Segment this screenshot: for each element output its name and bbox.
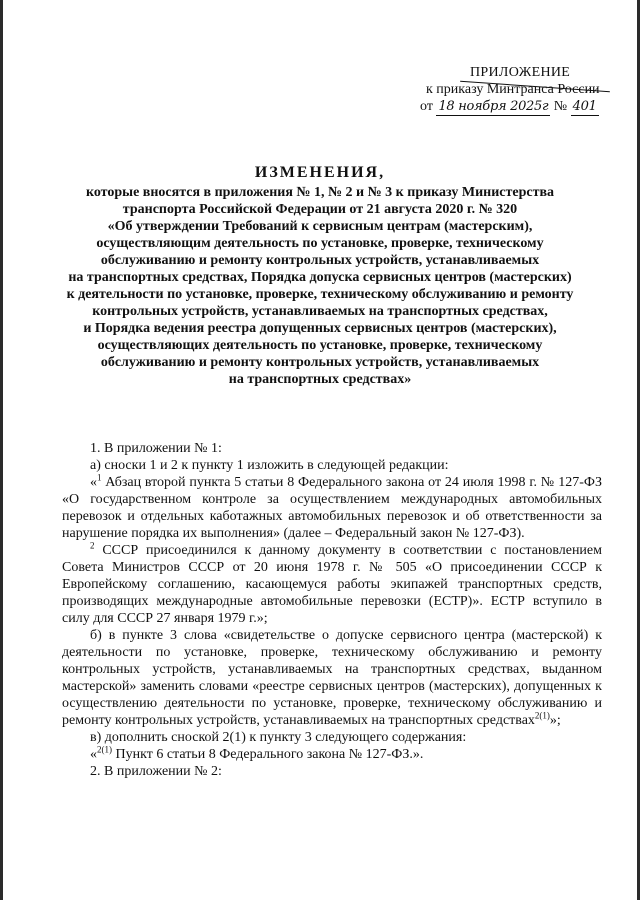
item-1-paragraph: 1. В приложении № 1: <box>90 441 222 456</box>
footnote-marker: 1 <box>97 472 102 483</box>
heading-line: обслуживанию и ремонту контрольных устройств, устанавливаемых <box>100 355 540 370</box>
footnote-2-paragraph: $^2$ СССР присоединился к данному документу в соответствии с постановлением Совета Министров СССР от 20 июня 1978 г. № 505 «О присоединении СССР к Европейскому соглашению, касающемуся работы экипажей транспортных средств, производящих международные автомобильные перевозки (ЕСТР)». ЕСТР вступило в силу для СССР 27 января 1979 г.»; <box>62 540 602 626</box>
heading-line: осуществляющим деятельность по установке, проверке, техническому <box>96 236 544 251</box>
subitem-v-paragraph: в) дополнить сноской 2(1) к пункту 3 следующего содержания: <box>90 730 467 745</box>
scan-edge-left <box>0 0 3 900</box>
heading-line: к деятельности по установке, проверке, техническому обслуживанию и ремонту <box>66 287 574 302</box>
subitem-b-paragraph: б) в пункте 3 слова «свидетельстве о допуске сервисного центра (мастерской) к деятельности по установке, проверке, техническому обслуживанию и ремонту контрольных устройств, устанавливаемых на транспортных средствах, выданном мастерской» заменить словами «реестре сервисных центров (мастерских), допущенных к осуществлению деятельности по установке, проверке, техническому обслуживанию и ремонту контрольных устройств, устанавливаемых на транспортных средствах$^{2(1)}$»; <box>62 628 602 728</box>
heading-line: контрольных устройств, устанавливаемых на транспортных средствах, <box>92 304 548 319</box>
footnote-marker: 2(1) <box>97 744 112 755</box>
heading-title: ИЗМЕНЕНИЯ, <box>254 164 386 181</box>
appendix-date-row <box>420 98 599 116</box>
document-heading <box>40 164 600 388</box>
footnote-marker: 2(1) <box>534 710 550 721</box>
heading-line: транспорта Российской Федерации от 21 августа 2020 г. № 320 <box>122 202 518 217</box>
heading-line: на транспортных средствах, Порядка допуска сервисных центров (мастерских) <box>68 270 572 285</box>
heading-line: обслуживанию и ремонту контрольных устройств, устанавливаемых <box>100 253 540 268</box>
appendix-order-reference: к приказу Минтранса России <box>426 82 600 97</box>
handwritten-date: 18 ноября 2025г <box>438 99 549 114</box>
heading-line: «Об утверждении Требований к сервисным центрам (мастерским), <box>107 219 533 234</box>
handwritten-order-number: 401 <box>572 99 597 114</box>
heading-line: осуществляющих деятельность по установке, проверке, техническому <box>97 338 543 353</box>
number-prefix: № <box>553 99 568 114</box>
footnote-2-1-paragraph: «$^{2(1)}$ Пункт 6 статьи 8 Федерального закона № 127-ФЗ.». <box>90 744 424 762</box>
document-body <box>62 440 602 780</box>
item-2-paragraph: 2. В приложении № 2: <box>90 764 222 779</box>
footnote-1-paragraph: «$^1$ Абзац второй пункта 5 статьи 8 Федерального закона от 24 июля 1998 г. № 127-ФЗ «О государственном контроле за осуществлением международных автомобильных перевозок и отдельных каботажных автомобильных перевозок и об ответственности за нарушение порядка их выполнения» (далее – Федеральный закон № 127-ФЗ). <box>62 472 602 541</box>
date-prefix: от <box>420 99 433 114</box>
appendix-title: ПРИЛОЖЕНИЕ <box>470 65 571 80</box>
heading-line: и Порядка ведения реестра допущенных сервисных центров (мастерских), <box>83 321 557 336</box>
heading-line: на транспортных средствах» <box>228 372 412 387</box>
heading-line: которые вносятся в приложения № 1, № 2 и № 3 к приказу Министерства <box>85 185 555 200</box>
subitem-a-paragraph: а) сноски 1 и 2 к пункту 1 изложить в следующей редакции: <box>90 458 449 473</box>
footnote-marker: 2 <box>90 540 95 551</box>
